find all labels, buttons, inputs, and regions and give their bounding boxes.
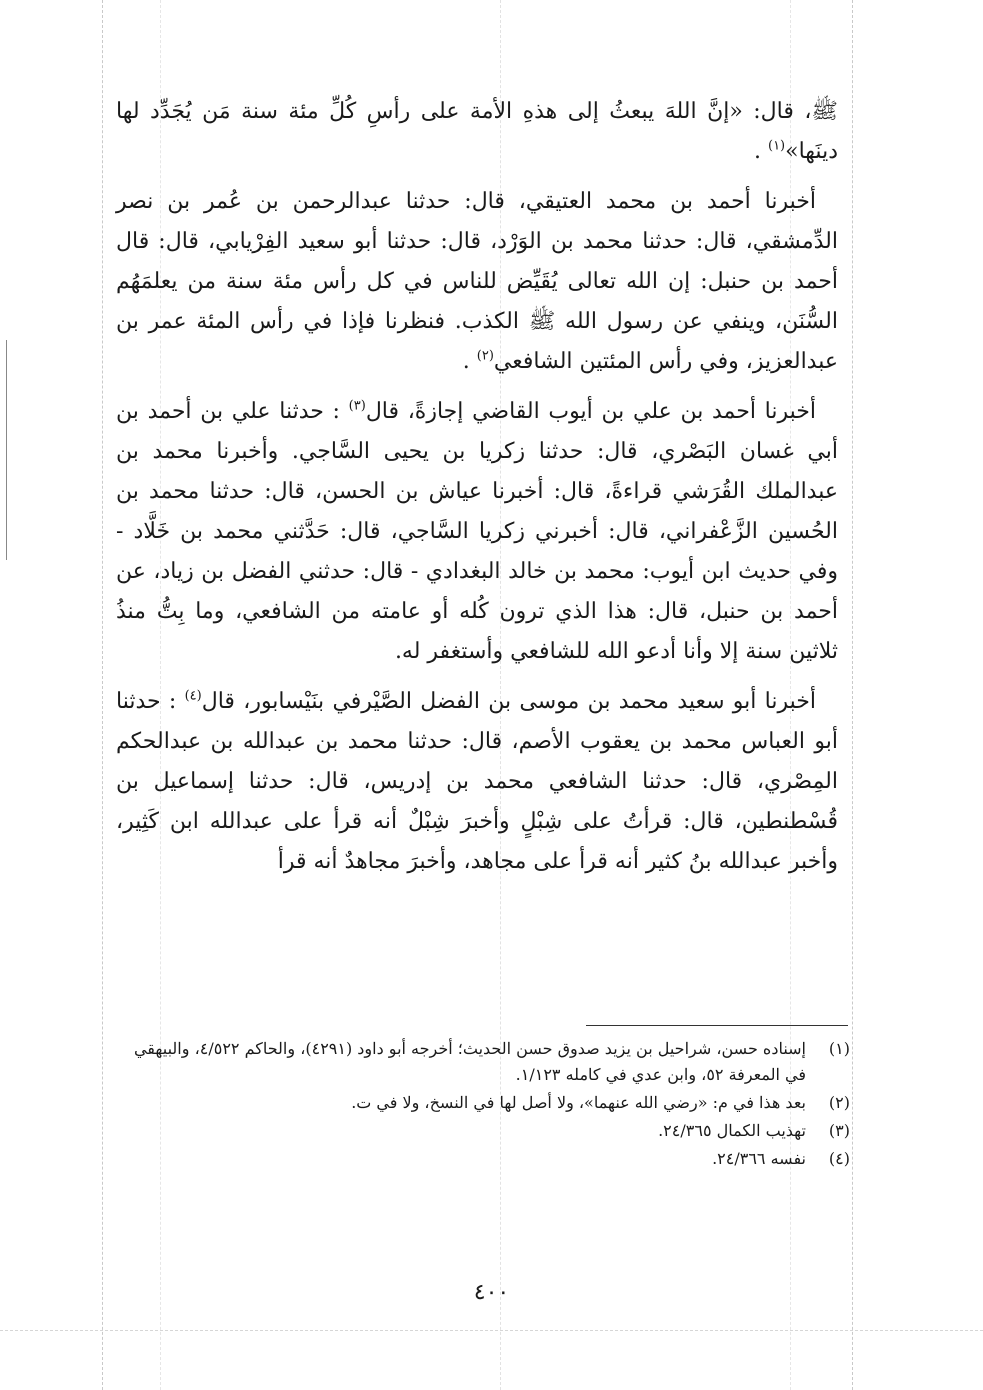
paragraph-tail: : حدثنا أبو العباس محمد بن يعقوب الأصم، قال: حدثنا محمد بن عبدالله بن عبدالحكم المِصْري، قال: حدثنا الشافعي محمد بن إدريس، قال: حدثنا إسماعيل بن قُسْطنطين، قال: قرأتُ على شِبْلٍ وأخبرَ شِبْلٌ أنه قرأ على عبدالله ابن كَثِير، وأخبر عبدالله بنُ كثير أنه قرأ على مجاهد، وأخبرَ مجاهدٌ أنه قرأ: [116, 689, 838, 874]
scan-guide-right: [852, 0, 853, 1390]
footnote-2: [116, 1090, 850, 1116]
page-number: ٤٠٠: [473, 1280, 510, 1305]
footnote-4: [116, 1146, 850, 1172]
footnote-ref-1: (١): [767, 138, 786, 154]
footnote-3: [116, 1118, 850, 1144]
paragraph-text: أخبرنا أحمد بن محمد العتيقي، قال: حدثنا عبدالرحمن بن عُمر بن نصر الدِّمشقي، قال: حدثنا محمد بن الوَرْد، قال: حدثنا أبو سعيد الفِرْيابي، قال: قال أحمد بن حنبل: إن الله تعالى يُقَيِّض للناس في كل رأس مئة سنة من يعلمَهُم السُّنَن، وينفي عن رسول الله ﷺ الكذب. فنظرنا فإذا في رأس المئة عمر بن عبدالعزيز، وفي رأس المئتين الشافعي: [116, 189, 838, 374]
scan-guide-left: [102, 0, 103, 1390]
margin-mark: [6, 340, 7, 560]
footnote-text: إسناده حسن، شراحيل بن يزيد صدوق حسن الحديث؛ أخرجه أبو داود (٤٢٩١)، والحاكم ٤/٥٢٢، والبيهقي في المعرفة ٥٢، وابن عدي في كامله ١/١٢٣.: [133, 1039, 806, 1084]
paragraph-tail: .: [753, 139, 768, 164]
paragraph-text: أخبرنا أحمد بن علي بن أيوب القاضي إجازةً، قال: [365, 399, 817, 424]
footnote-1: [116, 1036, 850, 1088]
paragraph-text: ﷺ، قال: «إنَّ اللهَ يبعثُ إلى هذهِ الأمة على رأسِ كُلِّ مئة سنة مَن يُجَدِّد لها دينَها»: [116, 99, 838, 164]
paragraph-tail: : حدثنا علي بن أحمد بن أبي غسان البَصْري، قال: حدثنا زكريا بن يحيى السَّاجي. وأخبرنا محمد بن عبدالملك القُرَشي قراءةً، قال: أخبرنا عياش بن الحسن، قال: حدثنا محمد بن الحُسين الزَّعْفراني، قال: أخبرني زكريا السَّاجي، قال: حَدَّثني محمد بن خَلَّاد - وفي حديث ابن أيوب: محمد بن خالد البغدادي - قال: حدثني الفضل بن زياد، عن أحمد بن حنبل، قال: هذا الذي ترون كُله أو عامته من الشافعي، وما بِتُّ منذُ ثلاثين سنة إلا وأنا أدعو الله للشافعي وأستغفر له.: [116, 399, 838, 664]
footnote-number: (٣): [828, 1121, 850, 1140]
footnote-divider: [586, 1025, 848, 1026]
footnote-text: تهذيب الكمال ٢٤/٣٦٥.: [658, 1121, 806, 1140]
footnote-text: نفسه ٢٤/٣٦٦.: [712, 1149, 806, 1168]
footnote-ref-3: (٣): [348, 398, 366, 414]
scan-guide-bottom: [0, 1330, 983, 1331]
paragraph-2: [116, 182, 838, 382]
main-text: [116, 92, 838, 892]
footnote-ref-2: (٢): [476, 348, 494, 364]
paragraph-text: أخبرنا أبو سعيد محمد بن موسى بن الفضل الصَّيْرفي بنَيْسابور، قال: [201, 689, 816, 714]
footnote-text: بعد هذا في م: «رضي الله عنهما»، ولا أصل لها في النسخ، ولا في ت.: [351, 1093, 806, 1112]
paragraph-tail: .: [462, 349, 477, 374]
paragraph-4: [116, 682, 838, 882]
paragraph-3: [116, 392, 838, 672]
footnotes: [116, 1036, 850, 1174]
footnote-number: (٢): [828, 1093, 850, 1112]
footnote-ref-4: (٤): [184, 688, 202, 704]
footnote-number: (١): [828, 1039, 850, 1058]
footnote-number: (٤): [828, 1149, 850, 1168]
paragraph-1: [116, 92, 838, 172]
